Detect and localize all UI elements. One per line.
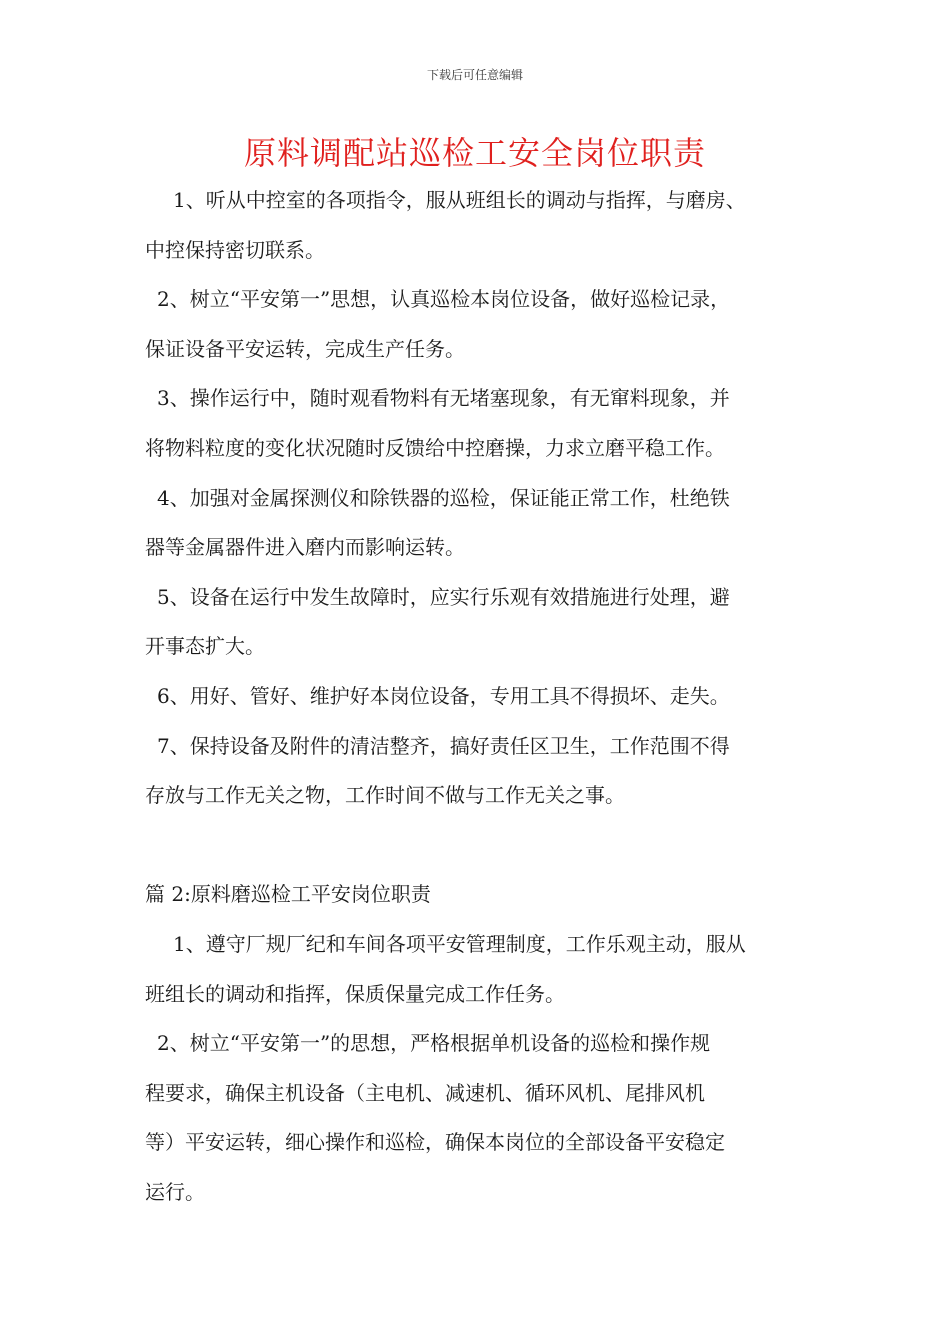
paragraph-line: 2、树立“平安第一”的思想，严格根据单机设备的巡检和操作规 xyxy=(157,1031,711,1056)
list-item xyxy=(145,1019,835,1217)
paragraph-line: 器等金属器件进入磨内而影响运转。 xyxy=(145,535,465,560)
paragraph-line: 3、操作运行中，随时观看物料有无堵塞现象，有无窜料现象，并 xyxy=(157,386,730,411)
list-item xyxy=(145,573,835,672)
paragraph-line: 程要求，确保主机设备（主电机、减速机、循环风机、尾排风机 xyxy=(145,1080,705,1105)
list-item xyxy=(145,374,835,473)
section-heading: 篇 2:原料磨巡检工平安岗位职责 xyxy=(145,882,431,907)
list-item xyxy=(145,722,835,821)
paragraph-line: 2、树立“平安第一”思想，认真巡检本岗位设备，做好巡检记录， xyxy=(157,287,731,312)
list-item xyxy=(145,474,835,573)
paragraph-line: 存放与工作无关之物，工作时间不做与工作无关之事。 xyxy=(145,783,625,808)
paragraph-line: 将物料粒度的变化状况随时反馈给中控磨操，力求立磨平稳工作。 xyxy=(145,435,725,460)
list-item xyxy=(145,672,835,722)
paragraph-line: 1、听从中控室的各项指令，服从班组长的调动与指挥，与磨房、 xyxy=(173,188,746,212)
paragraph-line: 运行。 xyxy=(145,1179,205,1204)
page-title: 原料调配站巡检工安全岗位职责 xyxy=(243,134,706,172)
section-spacer xyxy=(145,821,835,871)
paragraph-line: 1、遵守厂规厂纪和车间各项平安管理制度，工作乐观主动，服从 xyxy=(173,931,746,956)
section-1 xyxy=(145,176,835,821)
document-body xyxy=(145,176,835,1217)
paragraph-line: 4、加强对金属探测仪和除铁器的巡检，保证能正常工作，杜绝铁 xyxy=(157,485,730,510)
list-item xyxy=(145,176,835,275)
paragraph-line: 5、设备在运行中发生故障时，应实行乐观有效措施进行处理，避 xyxy=(157,584,730,609)
list-item xyxy=(145,275,835,374)
paragraph-line: 7、保持设备及附件的清洁整齐，搞好责任区卫生，工作范围不得 xyxy=(157,733,730,758)
list-item xyxy=(145,920,835,1019)
paragraph-line: 保证设备平安运转，完成生产任务。 xyxy=(145,336,465,361)
paragraph-line: 等）平安运转，细心操作和巡检，确保本岗位的全部设备平安稳定 xyxy=(145,1130,725,1155)
section-2 xyxy=(145,870,835,1217)
paragraph-line: 中控保持密切联系。 xyxy=(145,237,325,262)
paragraph-line: 班组长的调动和指挥，保质保量完成工作任务。 xyxy=(145,981,565,1006)
header-note: 下载后可任意编辑 xyxy=(426,68,523,82)
paragraph-line: 6、用好、管好、维护好本岗位设备，专用工具不得损坏、走失。 xyxy=(157,683,730,708)
paragraph-line: 开事态扩大。 xyxy=(145,634,265,659)
